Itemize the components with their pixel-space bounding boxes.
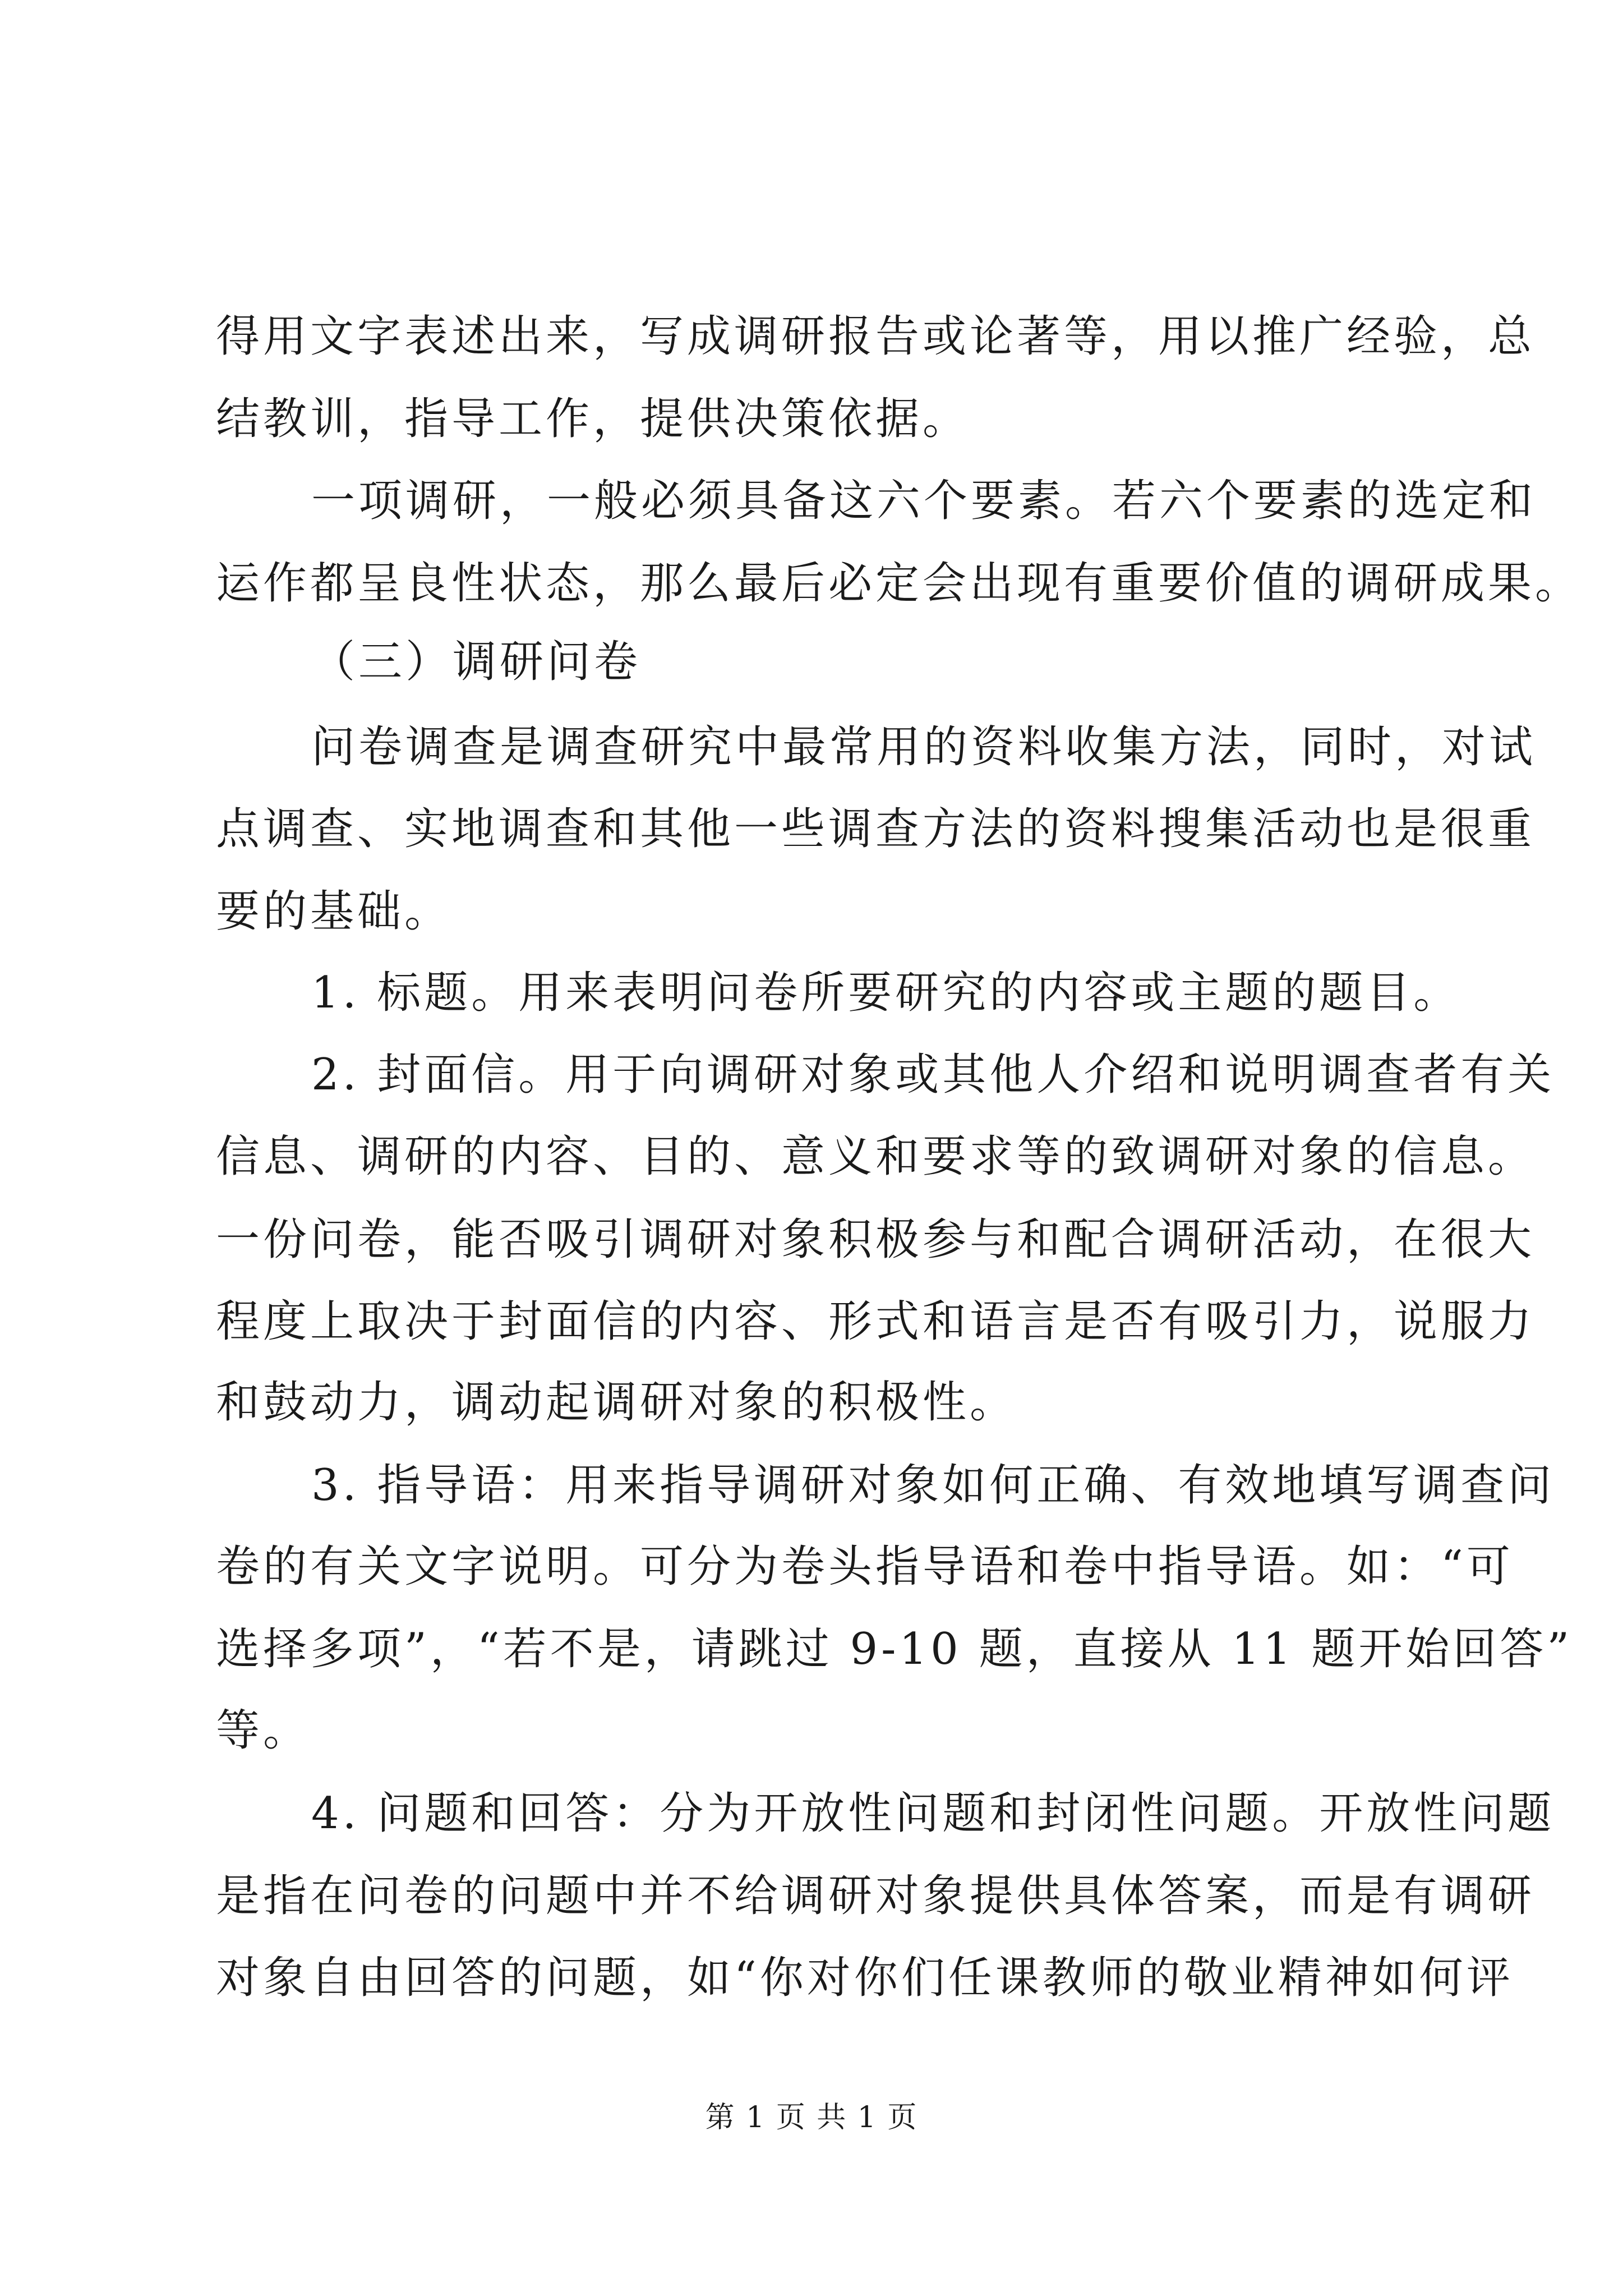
- text-line: 是指在问卷的问题中并不给调研对象提供具体答案，而是有调研: [216, 1871, 1536, 1921]
- text-line: 运作都呈良性状态，那么最后必定会出现有重要价值的调研成果。: [216, 558, 1583, 609]
- text-line: 卷的有关文字说明。可分为卷头指导语和卷中指导语。如：“可: [216, 1542, 1514, 1592]
- text-line: 对象自由回答的问题，如“你对你们任课教师的敬业精神如何评: [216, 1953, 1514, 2003]
- text-line: 一份问卷，能否吸引调研对象积极参与和配合调研活动，在很大: [216, 1214, 1536, 1265]
- text-line: 信息、调研的内容、目的、意义和要求等的致调研对象的信息。: [216, 1131, 1536, 1182]
- page-footer: 第 1 页 共 1 页: [705, 2101, 918, 2134]
- list-item: 2. 封面信。用于向调研对象或其他人介绍和说明调查者有关: [311, 1050, 1555, 1100]
- list-item: 3. 指导语：用来指导调研对象如何正确、有效地填写调查问: [311, 1460, 1555, 1511]
- text-line: 程度上取决于封面信的内容、形式和语言是否有吸引力，说服力: [216, 1296, 1536, 1347]
- text-line: 点调查、实地调查和其他一些调查方法的资料搜集活动也是很重: [216, 804, 1536, 854]
- section-heading: （三）调研问卷: [311, 637, 642, 687]
- list-item: 4. 问题和回答：分为开放性问题和封闭性问题。开放性问题: [311, 1788, 1555, 1839]
- list-item: 1. 标题。用来表明问卷所要研究的内容或主题的题目。: [311, 968, 1461, 1018]
- text-line: 要的基础。: [216, 886, 452, 937]
- text-line: 等。: [216, 1705, 311, 1756]
- text-line: 一项调研，一般必须具备这六个要素。若六个要素的选定和: [311, 476, 1537, 526]
- text-line: 选择多项”，“若不是，请跳过 9-10 题，直接从 11 题开始回答”: [216, 1624, 1573, 1674]
- text-line: 和鼓动力，调动起调研对象的积极性。: [216, 1377, 1017, 1428]
- text-line: 问卷调查是调查研究中最常用的资料收集方法，同时，对试: [311, 722, 1537, 772]
- text-line: 得用文字表述出来，写成调研报告或论著等，用以推广经验，总: [216, 311, 1536, 362]
- text-line: 结教训，指导工作，提供决策依据。: [216, 394, 970, 444]
